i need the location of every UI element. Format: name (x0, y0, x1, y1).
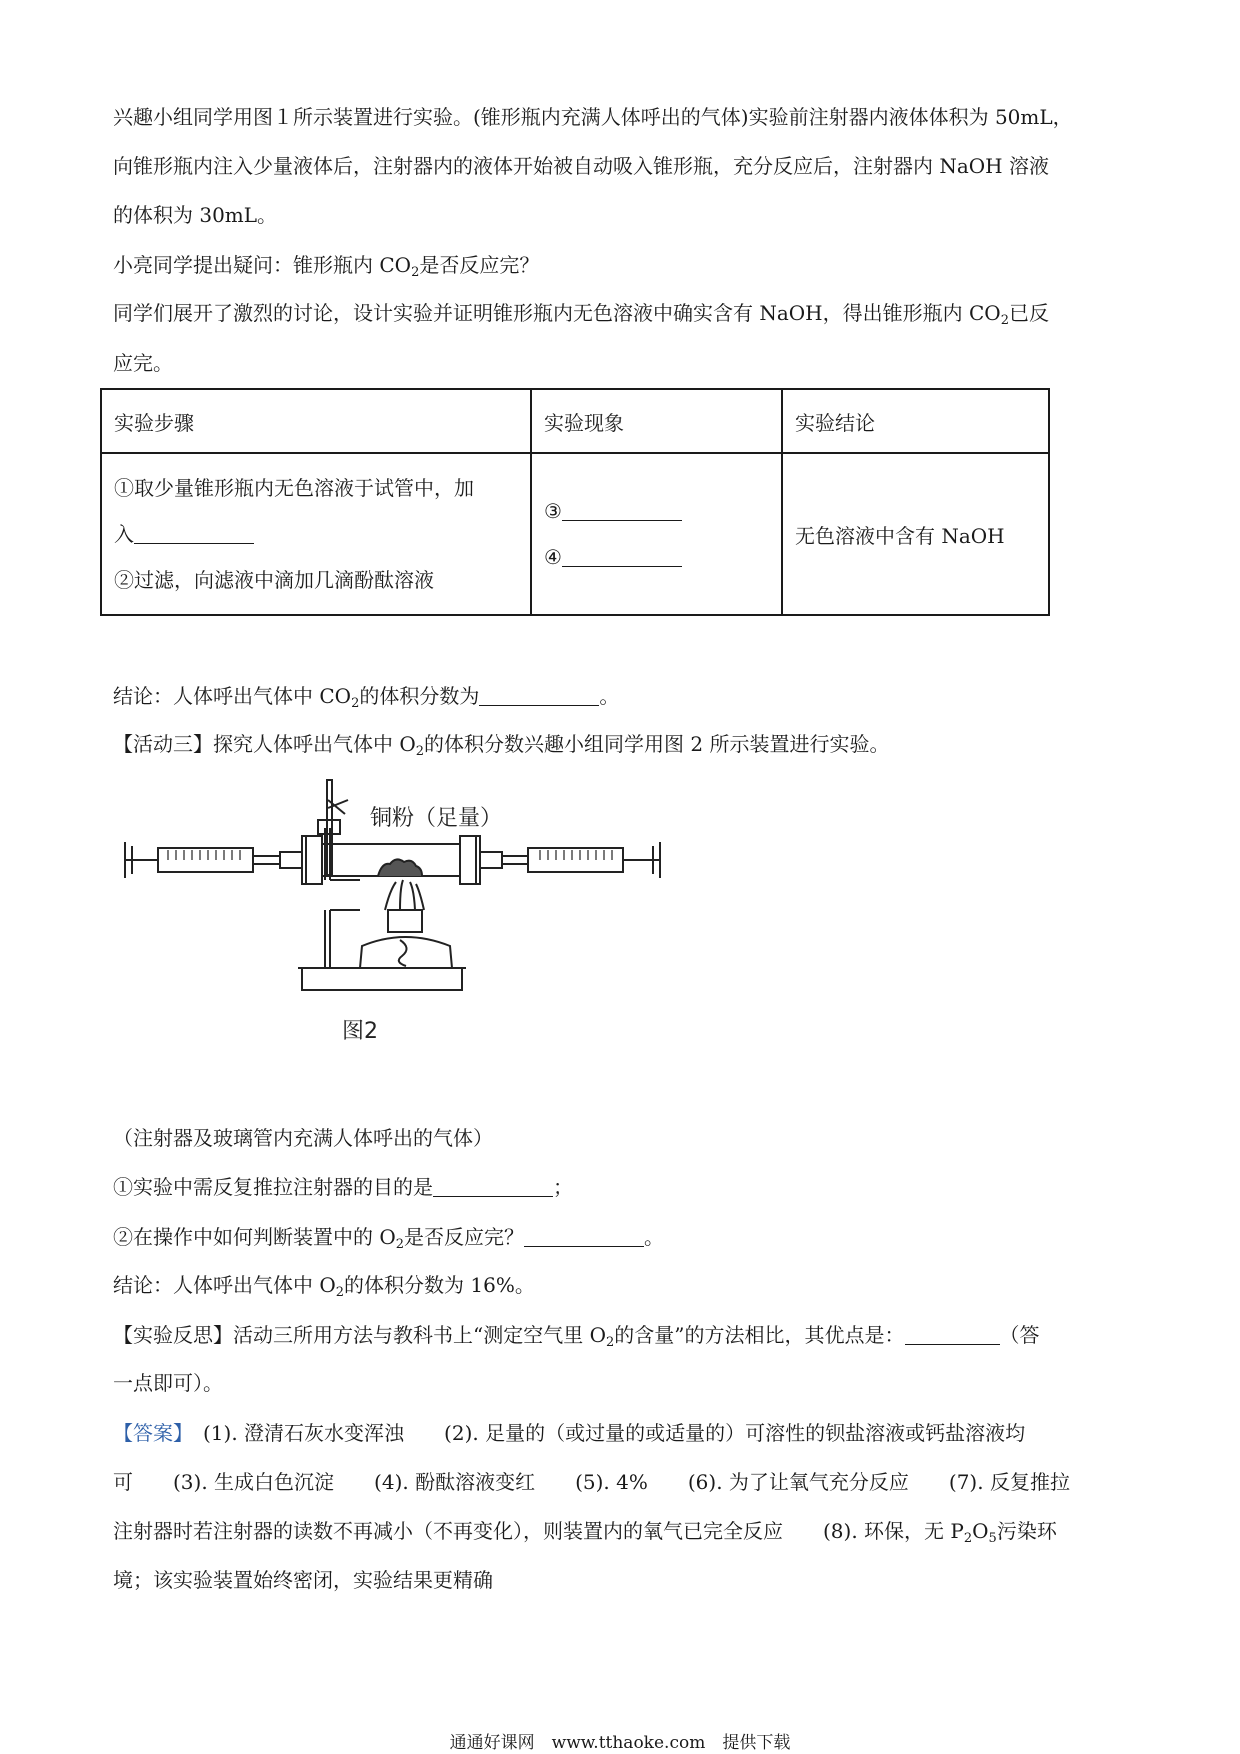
intro-line-3: 的体积为 30mL。 (113, 203, 278, 227)
alcohol-lamp-wick-holder (388, 910, 422, 932)
figure-2-apparatus (120, 770, 680, 1060)
answer-line-2: 可 (3). 生成白色沉淀 (4). 酚酞溶液变红 (5). 4% (6). 为了让氧气充分反应 (7). 反复推拉 (113, 1470, 1070, 1494)
table-cell-conclusion: 无色溶液中含有 NaOH (782, 453, 1049, 615)
conclusion-o2: 结论：人体呼出气体中 $O_2$的体积分数为 16%。 (113, 1273, 535, 1300)
answer-line-3: 注射器时若注射器的读数不再减小（不再变化），则装置内的氧气已完全反应 (8). 环保，无 $P_2O_5$污染环 (113, 1519, 1057, 1546)
table-header-conclusion: 实验结论 (782, 389, 1049, 453)
activity-3-heading: 【活动三】探究人体呼出气体中 $O_2$的体积分数兴趣小组同学用图 2 所示装置进行实验。 (113, 732, 890, 759)
table-header-steps: 实验步骤 (101, 389, 531, 453)
table-cell-phenomena (531, 453, 782, 615)
experiment-table (100, 388, 1050, 616)
question-2: ②在操作中如何判断装置中的 $O_2$是否反应完？ 。 (113, 1225, 665, 1252)
table-cell-steps (101, 453, 531, 615)
question-line: 小亮同学提出疑问：锥形瓶内 $CO_2$是否反应完？ (113, 253, 540, 280)
note-line: （注射器及玻璃管内充满人体呼出的气体） (113, 1126, 493, 1150)
answer-blank-2[interactable] (134, 523, 254, 544)
answer-blank-4[interactable] (562, 546, 682, 567)
reflection-line-1: 【实验反思】活动三所用方法与教科书上“测定空气里 $O_2$的含量”的方法相比，其优点是： （答 (113, 1323, 1040, 1350)
discussion-line-1: 同学们展开了激烈的讨论，设计实验并证明锥形瓶内无色溶液中确实含有 NaOH，得出锥形瓶内 $CO_2$已反 (113, 301, 1049, 328)
step-1b: 入 (114, 511, 518, 557)
answer-line-1: 【答案】 (1). 澄清石灰水变浑浊 (2). 足量的（或过量的或适量的）可溶性的钡盐溶液或钙盐溶液均 (113, 1421, 1026, 1445)
question-1: ①实验中需反复推拉注射器的目的是 ； (113, 1175, 573, 1199)
discussion-line-2: 应完。 (113, 351, 173, 375)
step-1a: ①取少量锥形瓶内无色溶液于试管中，加 (114, 476, 474, 500)
answer-blank-6[interactable] (433, 1176, 553, 1197)
answer-blank-5[interactable] (479, 685, 599, 706)
table-header-phenomena: 实验现象 (531, 389, 782, 453)
step-2: ②过滤，向滤液中滴加几滴酚酞溶液 (114, 568, 434, 592)
conclusion-co2: 结论：人体呼出气体中 $CO_2$的体积分数为 。 (113, 684, 620, 711)
reflection-line-2: 一点即可）。 (113, 1371, 223, 1395)
phenomenon-4: ④ (544, 534, 769, 580)
answer-blank-7[interactable] (524, 1226, 644, 1247)
answer-blank-8[interactable] (905, 1324, 1000, 1345)
answer-line-4: 境；该实验装置始终密闭，实验结果更精确 (113, 1568, 493, 1592)
figure-label-copper: 铜粉（足量） (370, 806, 503, 831)
phenomenon-3: ③ (544, 488, 769, 534)
answer-label: 【答案】 (113, 1421, 183, 1445)
stand-base (302, 968, 462, 990)
figure-caption: 图2 (342, 1019, 378, 1044)
page-footer: 通通好课网 www.tthaoke.com 提供下载 (449, 1733, 791, 1753)
intro-line-1: 兴趣小组同学用图１所示装置进行实验。(锥形瓶内充满人体呼出的气体)实验前注射器内液体体积为 50mL， (113, 105, 1073, 129)
answer-blank-3[interactable] (562, 500, 682, 521)
intro-line-2: 向锥形瓶内注入少量液体后，注射器内的液体开始被自动吸入锥形瓶，充分反应后，注射器内 NaOH 溶液 (113, 154, 1049, 178)
copper-powder (378, 859, 422, 876)
